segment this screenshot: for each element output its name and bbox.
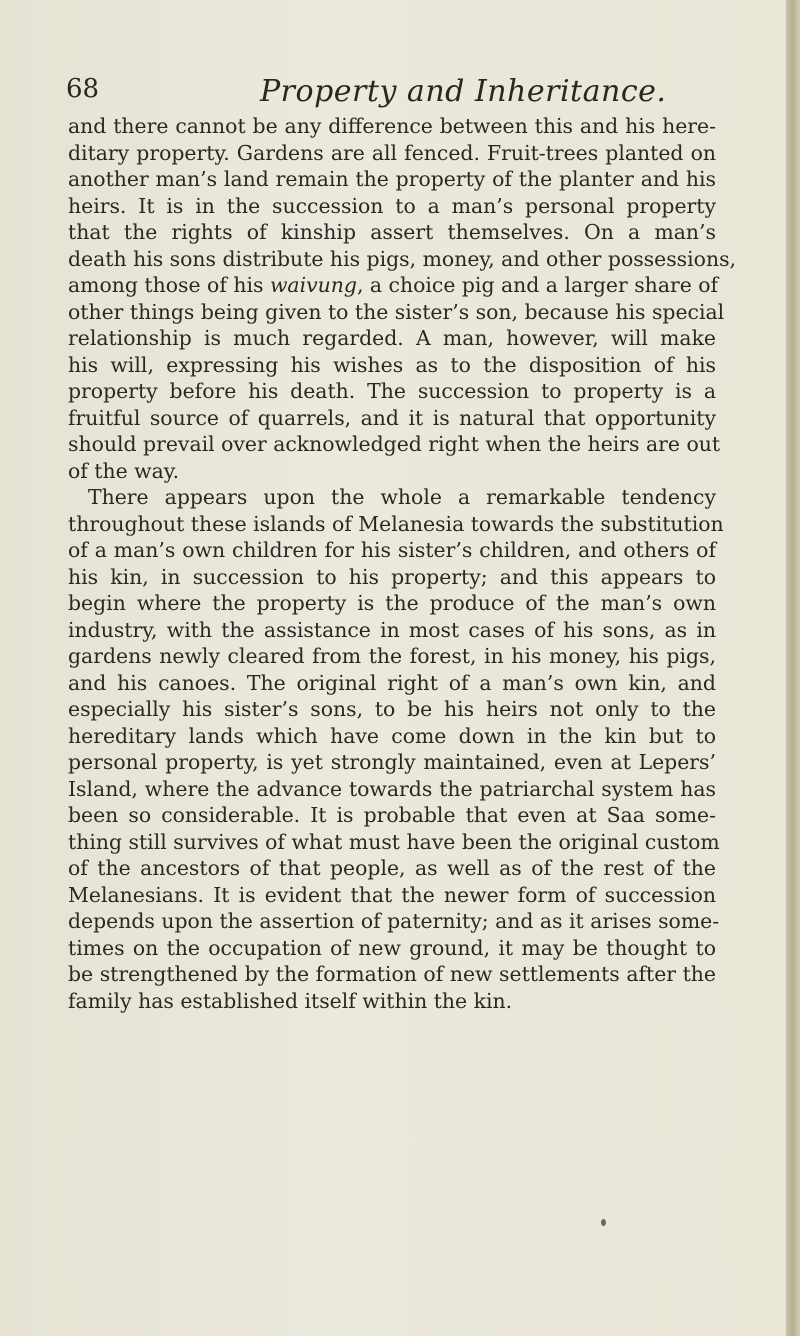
text-line: industry, with the assistance in most cases of his sons, as in (68, 617, 716, 642)
text-line: gardens newly cleared from the forest, in his money, his pigs, (68, 644, 716, 668)
ink-speck (601, 1219, 606, 1226)
page-number: 68 (66, 74, 100, 104)
text-line: of the way. (68, 458, 180, 483)
text-line: fruitful source of quarrels, and it is natural that opportunity (68, 405, 716, 430)
body-text (68, 113, 737, 1014)
text-line: times on the occupation of new ground, it may be thought to (68, 935, 716, 960)
text-line: ditary property. Gardens are all fenced. Fruit-trees planted on (68, 140, 716, 165)
text-line: There appears upon the whole a remarkable tendency (88, 485, 716, 509)
text-line: been so considerable. It is probable that even at Saa some- (68, 803, 716, 827)
text-line: begin where the property is the produce of the man’s own (68, 591, 716, 615)
text-line: be strengthened by the formation of new settlements after the (68, 962, 716, 986)
text-line: and there cannot be any difference between this and his here- (68, 114, 716, 138)
text-line: should prevail over acknowledged right when the heirs are out (68, 432, 721, 456)
running-head (60, 70, 720, 114)
text-line: Island, where the advance towards the patriarchal system has (68, 776, 716, 801)
text-line: especially his sister’s sons, to be his heirs not only to the (68, 697, 716, 721)
text-line: his will, expressing his wishes as to the disposition of his (68, 352, 716, 377)
text-line: thing still survives of what must have been the original custom (68, 829, 720, 854)
text-line: hereditary lands which have come down in the kin but to (68, 723, 716, 748)
italic-term: waivung (269, 273, 357, 297)
text-line: depends upon the assertion of paternity; and as it arises some- (68, 909, 720, 933)
text-line: personal property, is yet strongly maintained, even at Lepers’ (68, 750, 716, 774)
text-line: another man’s land remain the property of the planter and his (68, 167, 716, 191)
text-line: that the rights of kinship assert themselves. On a man’s (68, 220, 716, 244)
text-line: property before his death. The succession to property is a (68, 379, 716, 403)
text-line: among those of his waivung, a choice pig and a larger share of (68, 273, 719, 297)
text-line: his kin, in succession to his property; and this appears to (68, 564, 716, 589)
text-line: death his sons distribute his pigs, money, and other possessions, (68, 246, 737, 271)
text-line: relationship is much regarded. A man, however, will make (68, 326, 716, 350)
text-line: of the ancestors of that people, as well as of the rest of the (68, 856, 716, 880)
page-edge-shadow (786, 0, 800, 1336)
text-line: throughout these islands of Melanesia towards the substitution (68, 511, 724, 536)
text-line: heirs. It is in the succession to a man’s personal property (68, 193, 716, 218)
text-line: other things being given to the sister’s son, because his special (68, 299, 725, 324)
text-line: and his canoes. The original right of a man’s own kin, and (68, 670, 716, 695)
text-line: family has established itself within the kin. (68, 988, 513, 1013)
running-title: Property and Inheritance. (260, 74, 667, 109)
text-line: Melanesians. It is evident that the newer form of succession (68, 882, 716, 907)
text-line: of a man’s own children for his sister’s children, and others of (68, 538, 716, 562)
